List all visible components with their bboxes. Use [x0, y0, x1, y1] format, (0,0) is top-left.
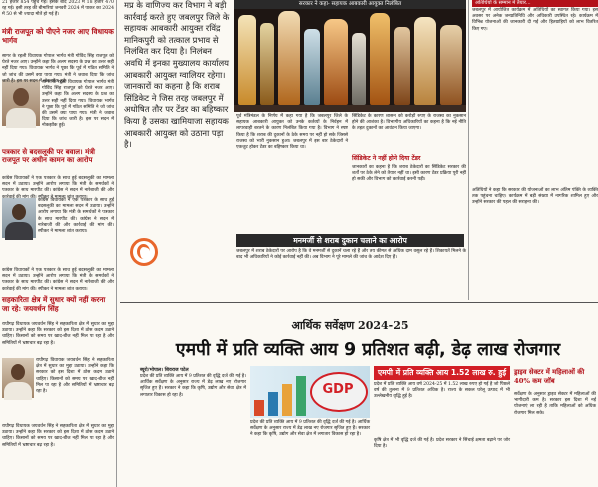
survey-bottom-text: कृषि क्षेत्र में भी वृद्धि दर्ज की गई है। प्रदेश सरकार ने सिंचाई क्षमता बढ़ाने पर जोर दिया है।	[374, 438, 510, 450]
col1-story1-body-top: सागर के रहली विधायक गोपाल भार्गव मंत्री गोविंद सिंह राजपूत को घेरते नजर आए। उन्होंने कहा कि अलग सदस्य के प्रश्न का उत्तर सही नहीं दिया गया। विधायक भार्गव ने पूछा कि पूर्व में गठित समिति ने जो जांच की उसमें क्या पाया गया। मंत्री ने जवाब दिया कि जांच जारी है। इस पर सदन में नोकझोंक हुई।	[2, 54, 114, 84]
survey-kicker: आर्थिक सर्वेक्षण 2024-25	[291, 319, 409, 332]
main-body-left: पूर्व मंत्रिमंडल के निर्णय में कहा गया है कि जबलपुर जिले के सहायक आबकारी आयुक्त को उनके कर्तव्यों के निर्वहन में लापरवाही बरतने के कारण निलंबित किया गया है। विभाग ने स्पष्ट किया है कि शराब की दुकानों के ठेके समय पर नहीं हो सके जिससे राजस्व को भारी नुकसान हुआ। जबलपुर में इस बार ठेकेदारों ने एकजुट होकर टेंडर का बहिष्कार किया था।	[236, 114, 348, 151]
col1-story1-body: सागर के रहली विधायक गोपाल भार्गव मंत्री गोविंद सिंह राजपूत को घेरते नजर आए। उन्होंने कहा कि अलग सदस्य के प्रश्न का उत्तर सही नहीं दिया गया। विधायक भार्गव ने पूछा कि पूर्व में गठित समिति ने जो जांच की उसमें क्या पाया गया। मंत्री ने जवाब दिया कि जांच जारी है। इस पर सदन में नोकझोंक हुई।	[42, 80, 114, 129]
orange-swirl-logo	[130, 238, 158, 266]
survey-headline: एमपी में प्रति व्यक्ति आय 9 प्रतिशत बढ़ी, डेढ़ लाख रोजगार	[175, 340, 561, 360]
column-rule	[116, 0, 117, 487]
survey-sidebar-body: सर्वेक्षण के अनुसार ड्राइव सेक्टर में महिलाओं की भागीदारी कम है। सरकार इस दिशा में नई योजनाएं ला रही है ताकि महिलाओं को अधिक रोजगार मिल सके।	[514, 392, 596, 416]
survey-lead: प्रदेश की प्रति व्यक्ति आय में 9 प्रतिशत की वृद्धि दर्ज की गई है। आर्थिक सर्वेक्षण के अनुसार राज्य में डेढ़ लाख नए रोजगार सृजित हुए हैं। सरकार ने कहा कि कृषि, उद्योग और सेवा क्षेत्र में लगातार विकास हो रहा है।	[140, 374, 246, 398]
col1-story2-headline: पत्रकार से बदसलूकी पर बवाल। मंत्री राजपूत पर अधीन कामन का आरोप	[2, 147, 95, 165]
main-banner: मनमर्जी से शराब दुकान चलाने का आरोप	[236, 234, 464, 247]
politician-photo-2	[2, 198, 36, 238]
gdp-graphic	[250, 366, 370, 418]
politician-photo-3	[2, 358, 34, 398]
survey-sidebar-title: ड्राइव सेक्टर में महिलाओं की 40% कम जॉब	[514, 368, 585, 385]
col1-story1-headline: मंत्री राजपूत को पीएने नजर आए विधायक भार्गव	[2, 27, 114, 45]
right-bottom-body: अतिथियों ने कहा कि सरकार की योजनाओं का लाभ अंतिम पंक्ति के व्यक्ति तक पहुंचना चाहिए। कार्यक्रम में बड़ी संख्या में नागरिक शामिल हुए और उन्होंने सरकार की पहल की सराहना की।	[472, 188, 598, 206]
col1-top-snippet: 21 हजार 854 पहुंच गई। इसके बाद 2023 में 18 हजार 470 रह गई। इसी तरह की बीमारियां जनवरी 2024 में पाकर का 2024 में 50 से भी ज्यादा मौतें हो गई हैं।	[2, 0, 114, 18]
col1-story3-body-top: राघौगढ़ विधायक जयवर्धन सिंह ने सहकारिता क्षेत्र में सुधार का मुद्दा उठाया। उन्होंने कहा कि सरकार को इस दिशा में ठोस कदम उठाने चाहिए। किसानों को समय पर खाद-बीज नहीं मिल पा रहा है और समितियों में भ्रष्टाचार बढ़ रहा है।	[2, 322, 114, 346]
main-subhead-body: जानकारों का कहना है कि शराब ठेकेदारों का सिंडिकेट सरकार की शर्तों पर ठेके लेने को तैयार नहीं था। इसी कारण टेंडर प्रक्रिया पूरी नहीं हो सकी और विभाग को कार्रवाई करनी पड़ी।	[352, 165, 466, 183]
liquor-bottles-photo	[234, 9, 466, 112]
col1-story2-body-more: कांग्रेस विधायकों ने एक पत्रकार के साथ हुई बदसलूकी का मामला सदन में उठाया। उन्होंने आरोप लगाया कि मंत्री के समर्थकों ने पत्रकार के साथ मारपीट की। कांग्रेस ने सदन में नारेबाजी की और कार्रवाई की मांग की। स्पीकर ने मामला शांत कराया।	[2, 268, 114, 292]
col1-story2-body-top: कांग्रेस विधायकों ने एक पत्रकार के साथ हुई बदसलूकी का मामला सदन में उठाया। उन्होंने आरोप लगाया कि मंत्री के समर्थकों ने पत्रकार के साथ मारपीट की। कांग्रेस ने सदन में नारेबाजी की और कार्रवाई की मांग की। स्पीकर ने मामला शांत कराया।	[2, 176, 114, 200]
survey-top-rule	[120, 302, 598, 303]
survey-inset-title: एमपी में प्रति व्यक्ति आय 1.52 लाख रु. हुई	[374, 366, 510, 380]
main-body-right: सिंडिकेट के कारण शासन को करोड़ों रुपए के राजस्व का नुकसान होने की आशंका है। विभागीय अधिकारियों का कहना है कि नई नीति के तहत दुकानों का आवंटन किया जाएगा।	[352, 114, 466, 132]
survey-byline: ब्यूरो/भोपाल। शिवराज पटेल	[140, 367, 189, 373]
main-subhead: सिंडिकेट ने नहीं होने दिया टेंडर	[352, 155, 421, 162]
right-top-body: जबलपुर में आयोजित कार्यक्रम में अतिथियों का स्वागत किया गया। इस अवसर पर अनेक जनप्रतिनिधि और अधिकारी उपस्थित रहे। कार्यक्रम में विभिन्न योजनाओं की जानकारी दी गई और हितग्राहियों को लाभ वितरित किए गए।	[472, 8, 598, 32]
politician-photo-1	[2, 80, 40, 126]
right-top-headline: अतिथियों के सम्मान में तैयार...	[472, 0, 598, 7]
right-column-rule	[468, 0, 469, 300]
col1-story3-body: राघौगढ़ विधायक जयवर्धन सिंह ने सहकारिता क्षेत्र में सुधार का मुद्दा उठाया। उन्होंने कहा कि सरकार को इस दिशा में ठोस कदम उठाने चाहिए। किसानों को समय पर खाद-बीज नहीं मिल पा रहा है और समितियों में भ्रष्टाचार बढ़ रहा है।	[36, 358, 114, 395]
survey-inset-body: प्रदेश में प्रति व्यक्ति आय वर्ष 2024-25 में 1.52 लाख रुपए हो गई है जो पिछले वर्ष की तुलना में 9 प्रतिशत अधिक है। राज्य के सकल घरेलू उत्पाद में भी उल्लेखनीय वृद्धि हुई है।	[374, 382, 510, 400]
main-top-strip: सरकार ने कहा- सहायक आबकारी आयुक्त निलंबित	[234, 0, 466, 9]
col1-story2-body: कांग्रेस विधायकों ने एक पत्रकार के साथ हुई बदसलूकी का मामला सदन में उठाया। उन्होंने आरोप लगाया कि मंत्री के समर्थकों ने पत्रकार के साथ मारपीट की। कांग्रेस ने सदन में नारेबाजी की और कार्रवाई की मांग की। स्पीकर ने मामला शांत कराया।	[38, 198, 114, 235]
col2-pull-quote: मप्र के वाणिज्य कर विभाग ने बड़ी कार्रवाई करते हुए जबलपुर जिले के सहायक आबकारी आयुक्त रविंद्र मानिकपुरी को तत्काल प्रभाव से निलंबित कर दिया है। निलंबन अवधि में इनका मुख्यालय कार्यालय आबकारी आयुक्त ग्वालियर रहेगा। जानकारों का कहना है कि शराब सिंडिकेट ने जिस तरह जबलपुर में अधोषित तौर पर टेंडर का बहिष्कार किया है उसका खामियाजा सहायक आबकारी आयुक्त को उठाना पड़ा है।	[124, 0, 230, 150]
col1-story3-body-more: राघौगढ़ विधायक जयवर्धन सिंह ने सहकारिता क्षेत्र में सुधार का मुद्दा उठाया। उन्होंने कहा कि सरकार को इस दिशा में ठोस कदम उठाने चाहिए। किसानों को समय पर खाद-बीज नहीं मिल पा रहा है और समितियों में भ्रष्टाचार बढ़ रहा है।	[2, 424, 114, 448]
main-banner-body: जबलपुर में शराब ठेकेदारों पर आरोप है कि वे मनमर्जी से दुकानें चला रहे हैं और तय कीमत से अधिक दाम वसूल रहे हैं। शिकायतें मिलने के बाद भी अधिकारियों ने कोई कार्रवाई नहीं की। अब विभाग ने पूरे मामले की जांच के आदेश दिए हैं।	[236, 249, 466, 261]
gdp-label: GDP	[322, 382, 354, 397]
survey-body-center: प्रदेश की प्रति व्यक्ति आय में 9 प्रतिशत की वृद्धि दर्ज की गई है। आर्थिक सर्वेक्षण के अनुसार राज्य में डेढ़ लाख नए रोजगार सृजित हुए हैं। सरकार ने कहा कि कृषि, उद्योग और सेवा क्षेत्र में लगातार विकास हो रहा है।	[250, 420, 370, 438]
col1-story3-headline: सहकारिता क्षेत्र में सुधार क्यों नहीं करना जा रहे: जयवर्धन सिंह	[2, 295, 106, 313]
